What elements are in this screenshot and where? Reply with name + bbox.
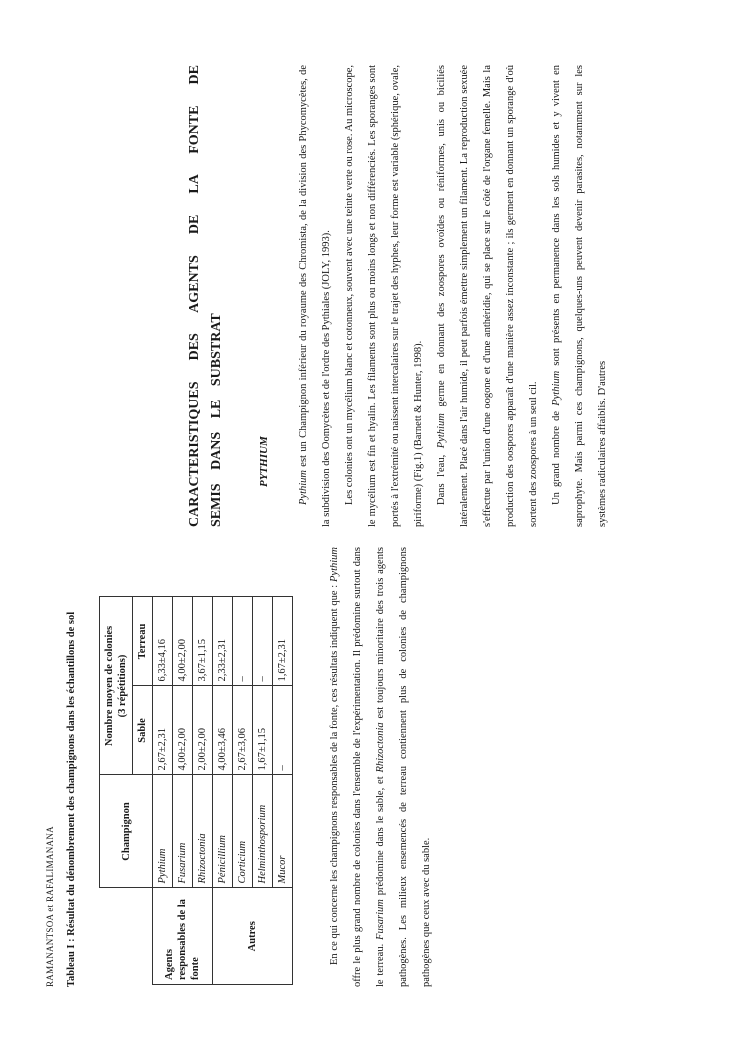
value-sable: 2,00±2,00: [193, 686, 213, 775]
species-cell: Corticium: [233, 775, 253, 888]
species-cell: Rhizoctonia: [193, 775, 213, 888]
taxon-italic: Rhizoctonia: [375, 722, 386, 773]
taxon-italic: Pythium: [329, 547, 340, 582]
header-terreau: Terreau: [133, 597, 153, 686]
species-cell: Mucor: [273, 775, 293, 888]
category-agents: Agents responsables de la fonte: [153, 888, 213, 985]
header-nombre-moyen: [100, 597, 133, 775]
results-paragraph: [323, 547, 438, 987]
text-run: Un grand nombre de: [551, 405, 562, 505]
section-title: CARACTERISTIQUES DES AGENTS DE LA FONTE DE SEMIS DANS LE SUBSTRAT: [187, 65, 224, 527]
value-sable: –: [273, 686, 293, 775]
table-header-row: [100, 597, 133, 985]
text-run: En ce qui concerne les champignons responsables de la fonte, ces résultats indiquent que :: [329, 582, 340, 965]
subsection-title: PYTHIUM: [258, 436, 270, 487]
value-sable: 2,67±3,06: [233, 686, 253, 775]
value-terreau: 6,33±4,16: [153, 597, 173, 686]
empty-corner-cell: [100, 888, 153, 985]
results-table: [99, 597, 293, 986]
text-run: Dans l'eau,: [436, 448, 447, 505]
text-run: sont présents en permanence dans les sols humides et y vivent en saprophyte. Mais parmi ces champignons, quelques-uns peuvent devenir parasites, notamment sur les systèmes radiculaires affaiblis. D'autres: [551, 65, 608, 527]
category-autres: Autres: [213, 888, 293, 985]
species-cell: Pythium: [153, 775, 173, 888]
text-run: offre le plus grand nombre de colonies dans l'ensemble de l'expérimentation. Il prédomine surtout dans le terreau.: [352, 547, 386, 987]
text-run: germe en donnant des zoospores ovoïdes ou réniformes, unis ou biciliés latéralement. Placé dans l'air humide, il peut parfois émettre simplement un filament. La reproduction sexuée s'effectue par l'union d'une oogone et d'une anthéridie, qui se place sur le côté de l'organe femelle. Mais la production des oospores apparaît d'une manière assez inconstante ; ils germent en donnant un sporange d'où sortent des zoospores à un seul cil.: [436, 65, 539, 527]
value-sable: 1,67±1,15: [253, 686, 273, 775]
header-group-line1: Nombre moyen de colonies: [104, 625, 115, 747]
running-header: RAMANANTSOA et RAFALIMANANA: [45, 826, 55, 987]
header-group-line2: (3 répétitions): [117, 654, 128, 718]
text-run: prédomine dans le sable, et: [375, 772, 386, 900]
text-run: est un Champignon inférieur du royaume des Chromista, de la division des Phycomycètes, de la subdivision des Oomycètes et de l'ordre des Pythiales (JOLY, 1993).: [298, 65, 332, 527]
paragraph-classification: [292, 65, 338, 527]
value-terreau: 1,67±2,31: [273, 597, 293, 686]
header-champignon: Champignon: [100, 775, 153, 888]
taxon-italic: Fusarium: [375, 899, 386, 940]
value-terreau: 4,00±2,00: [173, 597, 193, 686]
value-sable: 4,00±2,00: [173, 686, 193, 775]
table-row: [153, 597, 173, 985]
species-cell: Fusarium: [173, 775, 193, 888]
paragraph-saprophyte: [545, 65, 614, 527]
species-cell: Pénicillium: [213, 775, 233, 888]
taxon-italic: Pythium: [298, 470, 309, 505]
left-column: [66, 547, 438, 987]
value-sable: 2,67±2,31: [153, 686, 173, 775]
table-caption: Tableau I : Résultat du dénombrement des champignons dans les échantillons de sol: [66, 611, 77, 987]
paragraph-colonies: Les colonies ont un mycélium blanc et cotonneux, souvent avec une teinte verte ou rose. Au microscope, le mycélium est fin et hyalin. Les filaments sont plus ou moins longs et non différenciés. Les sporanges sont portés à l'extrémité ou naissent intercalaires sur le trajet des hyphes, leur forme est variable (sphérique, ovale, piriforme) (Fig.1) (Barnett & Hunter, 1998).: [344, 65, 424, 527]
text-run: est toujours minoritaire des trois agents pathogènes. Les milieux ensemencés de terreau contiennent plus de colonies de champignons pathogènes que ceux avec du sable.: [375, 547, 432, 987]
header-sable: Sable: [133, 686, 153, 775]
taxon-italic: Pythium: [551, 370, 562, 406]
taxon-italic: Pythium: [436, 413, 447, 449]
value-terreau: 3,67±1,15: [193, 597, 213, 686]
value-terreau: 2,33±2,31: [213, 597, 233, 686]
value-terreau: –: [233, 597, 253, 686]
paragraph-germination: [430, 65, 545, 527]
species-cell: Helminthosporium: [253, 775, 273, 888]
right-column: [66, 65, 614, 527]
table-row: [213, 597, 233, 985]
value-terreau: –: [253, 597, 273, 686]
value-sable: 4,00±3,46: [213, 686, 233, 775]
